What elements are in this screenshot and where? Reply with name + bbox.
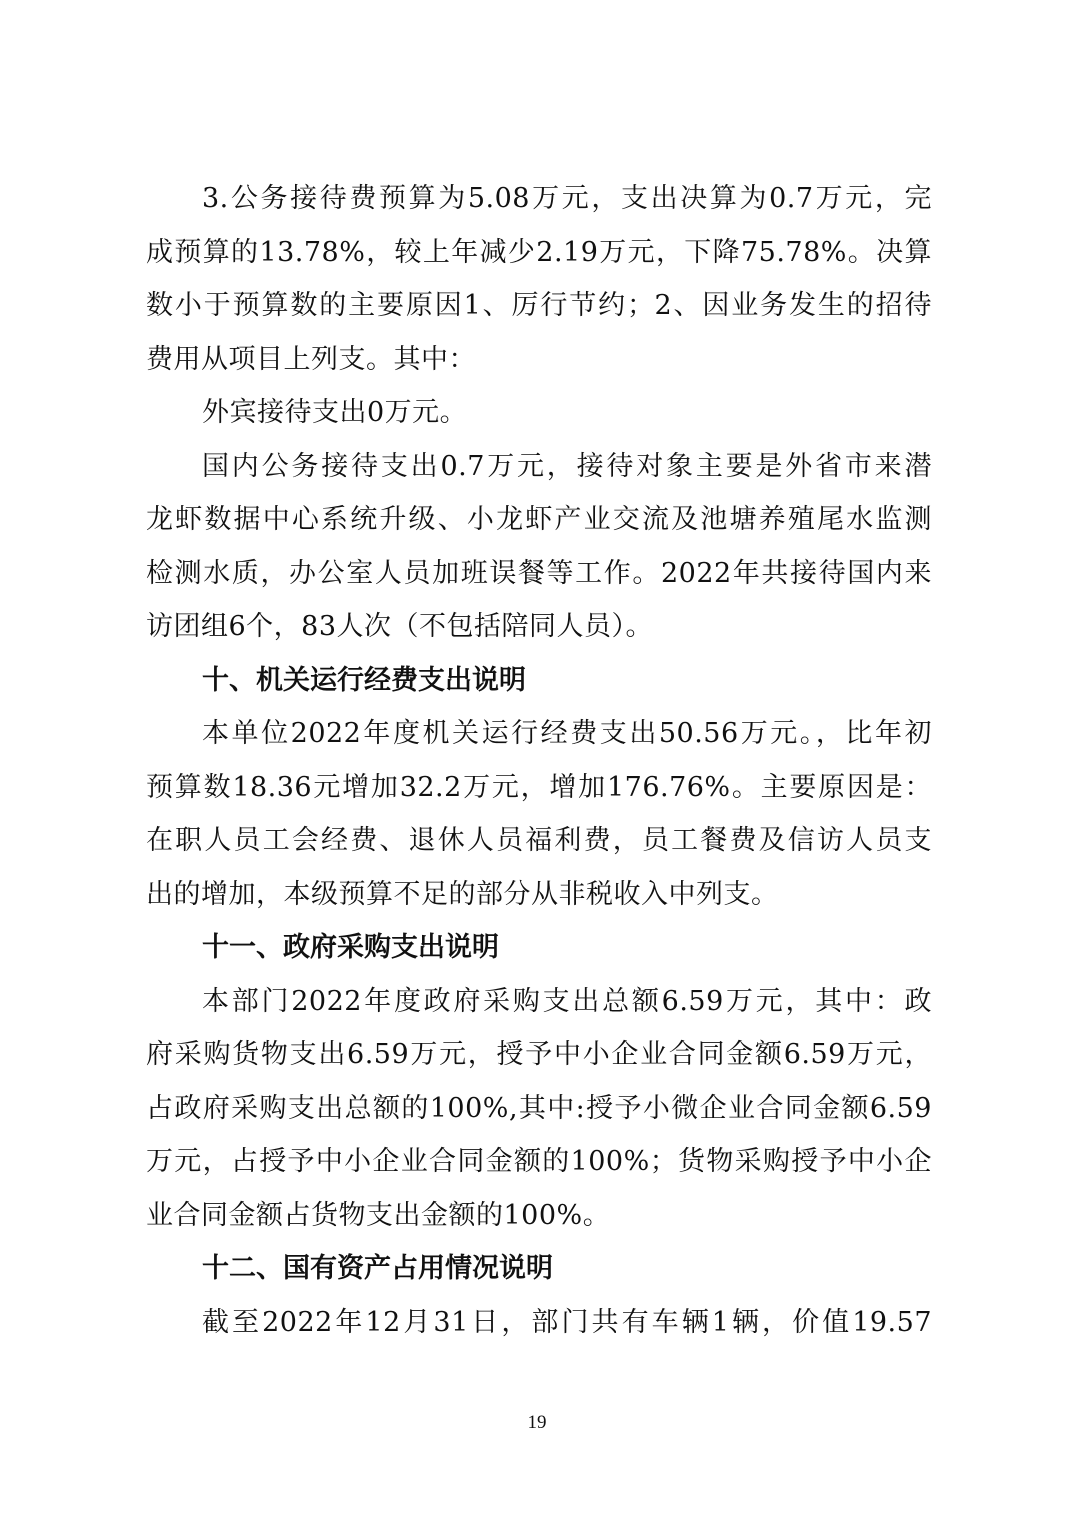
text-line: 万元，占授予中小企业合同金额的100%；货物采购授予中小企	[146, 1146, 932, 1177]
text-line: 检测水质，办公室人员加班误餐等工作。2022年共接待国内来	[146, 557, 932, 589]
document-body	[146, 172, 932, 1349]
section-heading: 十一、政府采购支出说明	[202, 932, 499, 963]
page-number: 19	[527, 1412, 547, 1433]
text-line: 预算数18.36元增加32.2万元，增加176.76%。主要原因是：	[146, 771, 932, 803]
text-line: 成预算的13.78%，较上年减少2.19万元，下降75.78%。决算	[146, 236, 932, 268]
text-line: 业合同金额占货物支出金额的100%。	[146, 1199, 611, 1231]
text-line: 府采购货物支出6.59万元，授予中小企业合同金额6.59万元，	[146, 1039, 932, 1070]
text-line: 占政府采购支出总额的100%,其中:授予小微企业合同金额6.59	[146, 1092, 932, 1124]
text-line: 外宾接待支出0万元。	[202, 397, 468, 428]
text-line: 国内公务接待支出0.7万元，接待对象主要是外省市来潜	[202, 450, 932, 482]
text-line: 截至2022年12月31日，部门共有车辆1辆，价值19.57	[202, 1306, 932, 1338]
section-heading: 十、机关运行经费支出说明	[202, 664, 526, 696]
text-line: 在职人员工会经费、退休人员福利费，员工餐费及信访人员支	[146, 825, 932, 856]
text-line: 数小于预算数的主要原因1、厉行节约；2、因业务发生的招待	[146, 290, 932, 321]
text-line: 本部门2022年度政府采购支出总额6.59万元，其中：政	[202, 985, 932, 1017]
text-line: 访团组6个，83人次（不包括陪同人员）。	[146, 611, 654, 642]
text-line: 本单位2022年度机关运行经费支出50.56万元。，比年初	[202, 718, 932, 749]
text-line: 费用从项目上列支。其中：	[146, 343, 476, 375]
text-line: 出的增加，本级预算不足的部分从非税收入中列支。	[146, 878, 779, 910]
text-line: 龙虾数据中心系统升级、小龙虾产业交流及池塘养殖尾水监测	[146, 504, 932, 535]
text-line: 3.公务接待费预算为5.08万元，支出决算为0.7万元，完	[202, 183, 932, 214]
section-heading: 十二、国有资产占用情况说明	[202, 1253, 553, 1284]
